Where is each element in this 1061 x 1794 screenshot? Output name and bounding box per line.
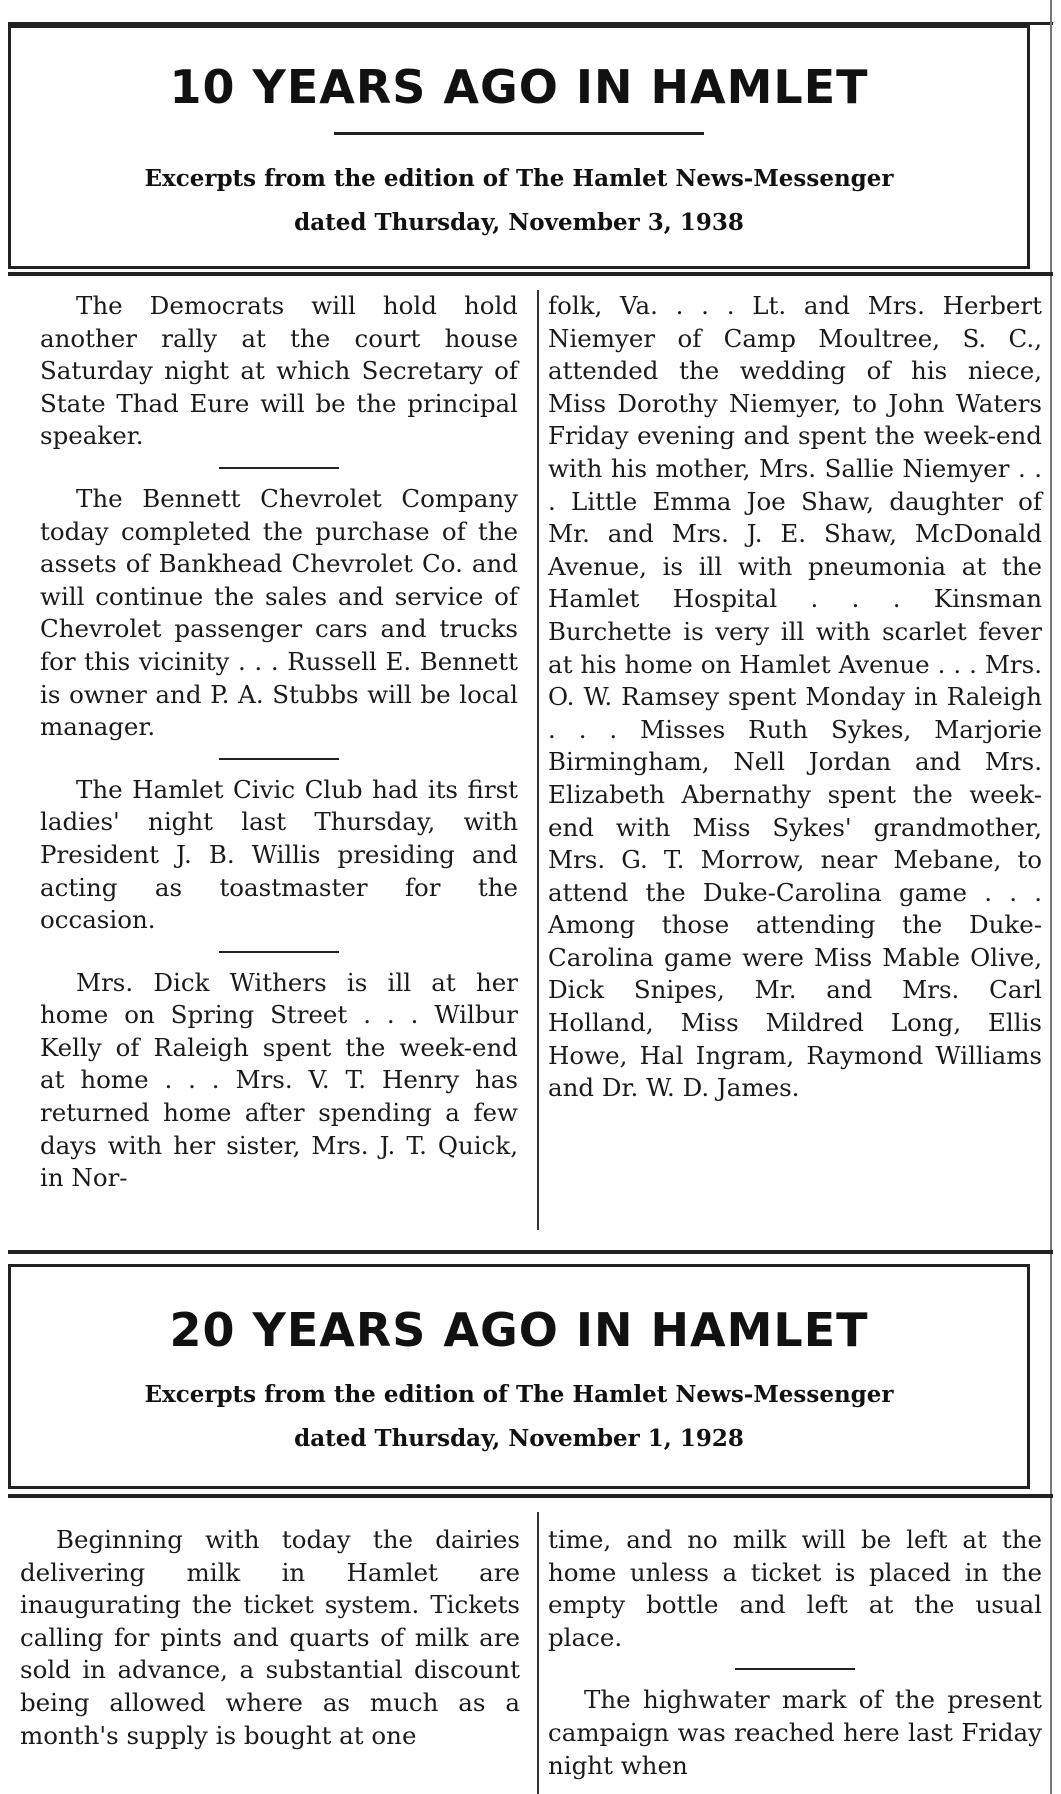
section-1-subtitle-line-2: dated Thursday, November 3, 1938 [294, 209, 744, 236]
section-1-title: 10 YEARS AGO IN HAMLET [169, 60, 869, 114]
section-2-separator [8, 1494, 1053, 1498]
article-divider [219, 758, 339, 760]
article-divider [219, 467, 339, 469]
section-1-right-column [548, 290, 1042, 1105]
article-paragraph: time, and no milk will be left at the home unless a ticket is placed in the empty bottle and left at the usual place. [548, 1525, 1042, 1652]
article-divider [219, 951, 339, 953]
section-2-subtitle-line-1: Excerpts from the edition of The Hamlet News-Messenger [144, 1381, 894, 1408]
section-2-top-separator [8, 1250, 1053, 1254]
article-divider [735, 1668, 855, 1670]
article-paragraph: The Hamlet Civic Club had its first ladies' night last Thursday, with President J. B. Willis presiding and acting as toastmaster for the occasion. [40, 774, 518, 935]
section-2-column-rule [537, 1512, 539, 1794]
article-paragraph: Mrs. Dick Withers is ill at her home on Spring Street . . . Wilbur Kelly of Raleigh spent the week-end at home . . . Mrs. V. T. Henry has returned home after spending a few days with her sister, Mrs. J. T. Quick, in Nor- [40, 967, 518, 1193]
section-1-subtitle-line-1: Excerpts from the edition of The Hamlet News-Messenger [144, 165, 894, 192]
article-paragraph: folk, Va. . . . Lt. and Mrs. Herbert Niemyer of Camp Moultree, S. C., attended the wedding of his niece, Miss Dorothy Niemyer, to John Waters Friday evening and spent the week-end with his mother, Mrs. Sallie Niemyer . . . Little Emma Joe Shaw, daughter of Mr. and Mrs. J. E. Shaw, McDonald Avenue, is ill with pneumonia at the Hamlet Hospital . . . Kinsman Burchette is very ill with scarlet fever at his home on Hamlet Avenue . . . Mrs. O. W. Ramsey spent Monday in Raleigh . . . Misses Ruth Sykes, Marjorie Birmingham, Nell Jordan and Mrs. Elizabeth Abernathy spent the week-end with Miss Sykes' grandmother, Mrs. G. T. Morrow, near Mebane, to attend the Duke-Carolina game . . . Among those attending the Duke-Carolina game were Miss Mable Olive, Dick Snipes, Mr. and Mrs. Carl Holland, Miss Mildred Long, Ellis Howe, Hal Ingram, Raymond Williams and Dr. W. D. James. [548, 291, 1042, 1103]
article-paragraph: The Democrats will hold hold another rally at the court house Saturday night at which Secretary of State Thad Eure will be the principal speaker. [40, 291, 518, 451]
section-2-subtitle-line-2: dated Thursday, November 1, 1928 [294, 1425, 744, 1452]
section-1-column-rule [537, 290, 539, 1230]
section-1-header-box [8, 25, 1030, 269]
section-1-title-rule [334, 132, 704, 135]
section-1-left-column [40, 290, 518, 1195]
section-1-separator [8, 272, 1053, 276]
section-2-header-box [8, 1264, 1030, 1489]
article-paragraph: The highwater mark of the present campaign was reached here last Friday night when [548, 1685, 1042, 1780]
section-2-right-column [548, 1524, 1042, 1782]
page-edge-rule [1050, 0, 1052, 1794]
article-paragraph: The Bennett Chevrolet Company today completed the purchase of the assets of Bankhead Chevrolet Co. and will continue the sales and service of Chevrolet passenger cars and trucks for this vicinity . . . Russell E. Bennett is owner and P. A. Stubbs will be local manager. [40, 483, 518, 742]
section-2-title: 20 YEARS AGO IN HAMLET [169, 1303, 869, 1357]
section-2-left-column [20, 1524, 520, 1752]
article-paragraph: Beginning with today the dairies delivering milk in Hamlet are inaugurating the ticket system. Tickets calling for pints and quarts of milk are sold in advance, a substantial discount being allowed where as much as a month's supply is bought at one [20, 1525, 520, 1750]
